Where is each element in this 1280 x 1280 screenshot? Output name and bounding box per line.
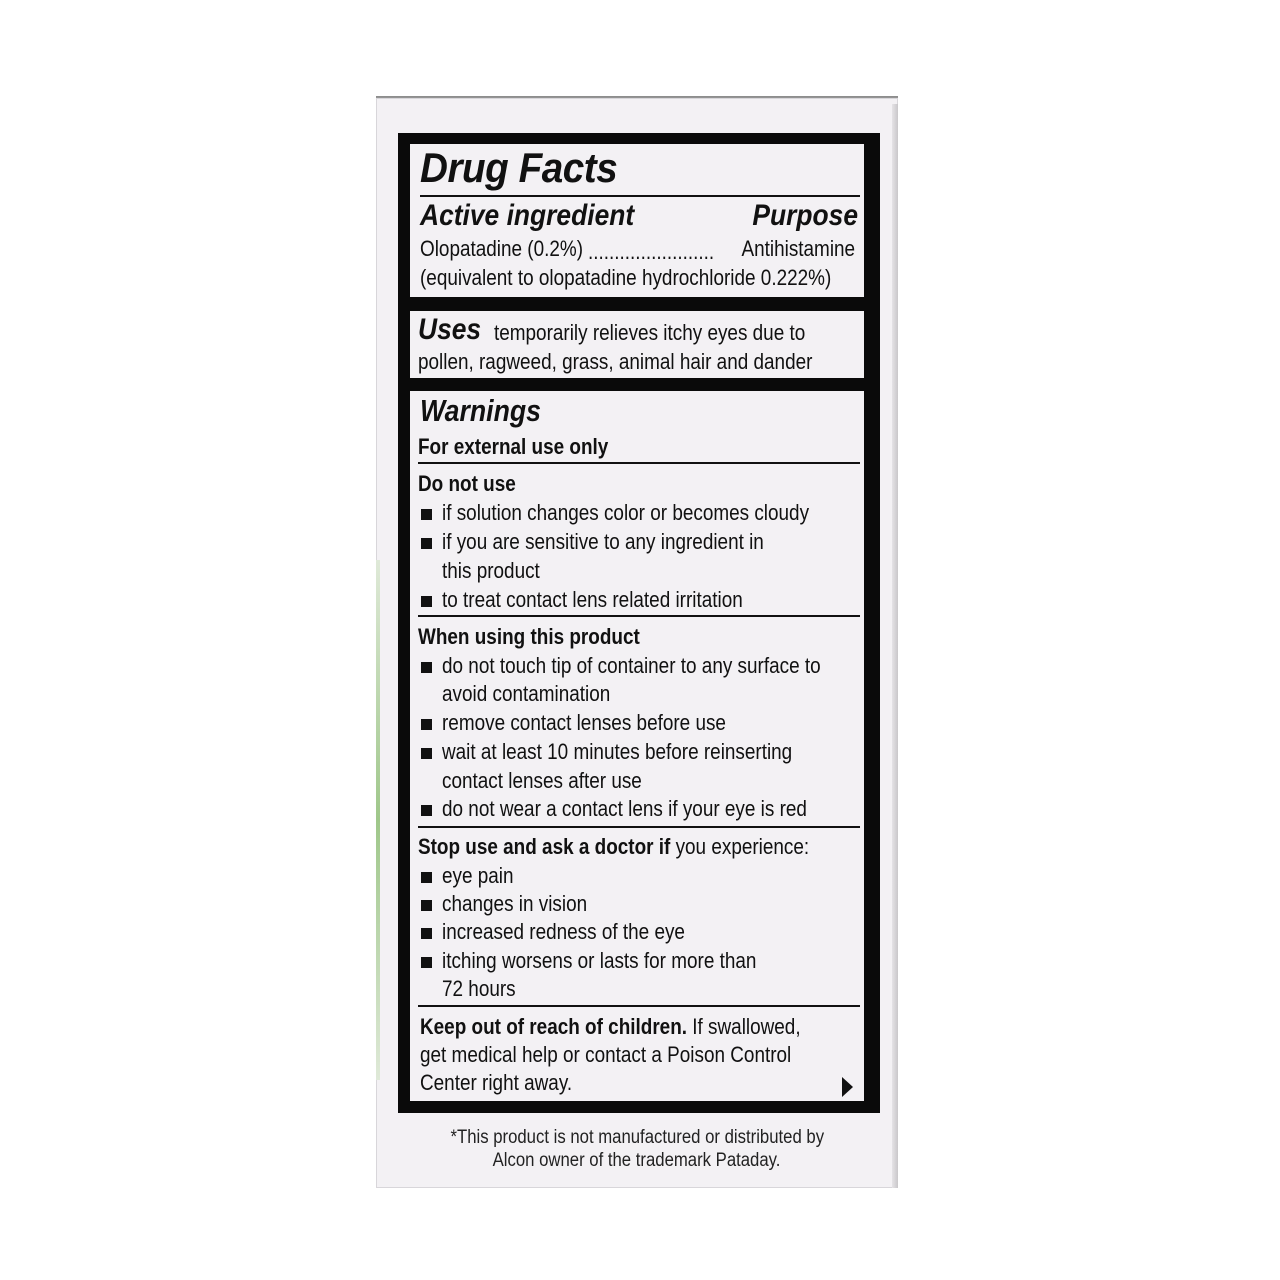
list-item-continuation: avoid contamination <box>442 681 611 706</box>
list-item: if solution changes color or becomes cloudy <box>442 500 810 525</box>
warnings-section <box>408 389 866 1103</box>
ingredient-name: Olopatadine (0.2%) <box>420 236 584 261</box>
uses-section <box>408 309 866 380</box>
bullet-square <box>421 872 432 883</box>
bullet-square <box>421 509 432 520</box>
bullet-square <box>421 662 432 673</box>
divider <box>418 462 860 464</box>
divider <box>418 1005 860 1007</box>
list-item: if you are sensitive to any ingredient in <box>442 529 764 554</box>
ingredient-leader-dots: ........................ <box>588 239 715 264</box>
stop-use-bold: Stop use and ask a doctor if <box>418 834 671 859</box>
list-item: changes in vision <box>442 891 588 916</box>
list-item: wait at least 10 minutes before reinserting <box>442 739 793 764</box>
bullet-square <box>421 596 432 607</box>
do-not-use-heading: Do not use <box>418 471 516 496</box>
active-ingredient-heading: Active ingredient <box>420 199 635 232</box>
bullet-square <box>421 900 432 911</box>
list-item-continuation: this product <box>442 558 540 583</box>
purpose-heading: Purpose <box>752 199 858 232</box>
uses-text-line1: temporarily relieves itchy eyes due to <box>494 320 806 345</box>
bullet-square <box>421 928 432 939</box>
stop-use-heading <box>418 834 809 860</box>
stop-use-rest: you experience: <box>670 834 810 859</box>
list-item: to treat contact lens related irritation <box>442 587 743 612</box>
external-use-only: For external use only <box>418 434 609 459</box>
warnings-title: Warnings <box>420 393 541 428</box>
list-item: itching worsens or lasts for more than <box>442 948 757 973</box>
box-side-accent <box>376 560 380 1080</box>
keep-out-rest: If swallowed, <box>687 1014 801 1039</box>
keep-out-line1 <box>420 1014 801 1040</box>
active-ingredient-section <box>408 142 866 299</box>
list-item-continuation: contact lenses after use <box>442 768 642 793</box>
drug-facts-title: Drug Facts <box>420 144 618 191</box>
footnote-line2 <box>376 1150 898 1172</box>
ingredient-equivalent: (equivalent to olopatadine hydrochloride 0.222%) <box>420 265 832 290</box>
list-item: eye pain <box>442 863 514 888</box>
box-side-shadow <box>892 104 898 1188</box>
bullet-square <box>421 805 432 816</box>
bullet-square <box>421 957 432 968</box>
bullet-square <box>421 748 432 759</box>
keep-out-line2: get medical help or contact a Poison Control <box>420 1042 792 1067</box>
bullet-square <box>421 719 432 730</box>
uses-title: Uses <box>418 313 482 346</box>
footnote-text: *This product is not manufactured or distributed by <box>450 1127 824 1148</box>
list-item: do not wear a contact lens if your eye is red <box>442 796 807 821</box>
keep-out-line3: Center right away. <box>420 1070 573 1095</box>
bullet-square <box>421 538 432 549</box>
uses-text-line2: pollen, ragweed, grass, animal hair and dander <box>418 349 813 374</box>
footnote-line1 <box>376 1127 898 1149</box>
continue-arrow-icon <box>842 1077 853 1097</box>
divider <box>418 826 860 828</box>
list-item: remove contact lenses before use <box>442 710 726 735</box>
when-using-heading: When using this product <box>418 624 640 649</box>
divider <box>418 615 860 617</box>
list-item: increased redness of the eye <box>442 919 685 944</box>
footnote-text: Alcon owner of the trademark Pataday. <box>493 1150 781 1171</box>
keep-out-bold: Keep out of reach of children. <box>420 1014 688 1039</box>
ingredient-purpose: Antihistamine <box>741 236 855 261</box>
list-item: do not touch tip of container to any surface to <box>442 653 821 678</box>
list-item-continuation: 72 hours <box>442 976 516 1001</box>
divider <box>420 195 860 197</box>
